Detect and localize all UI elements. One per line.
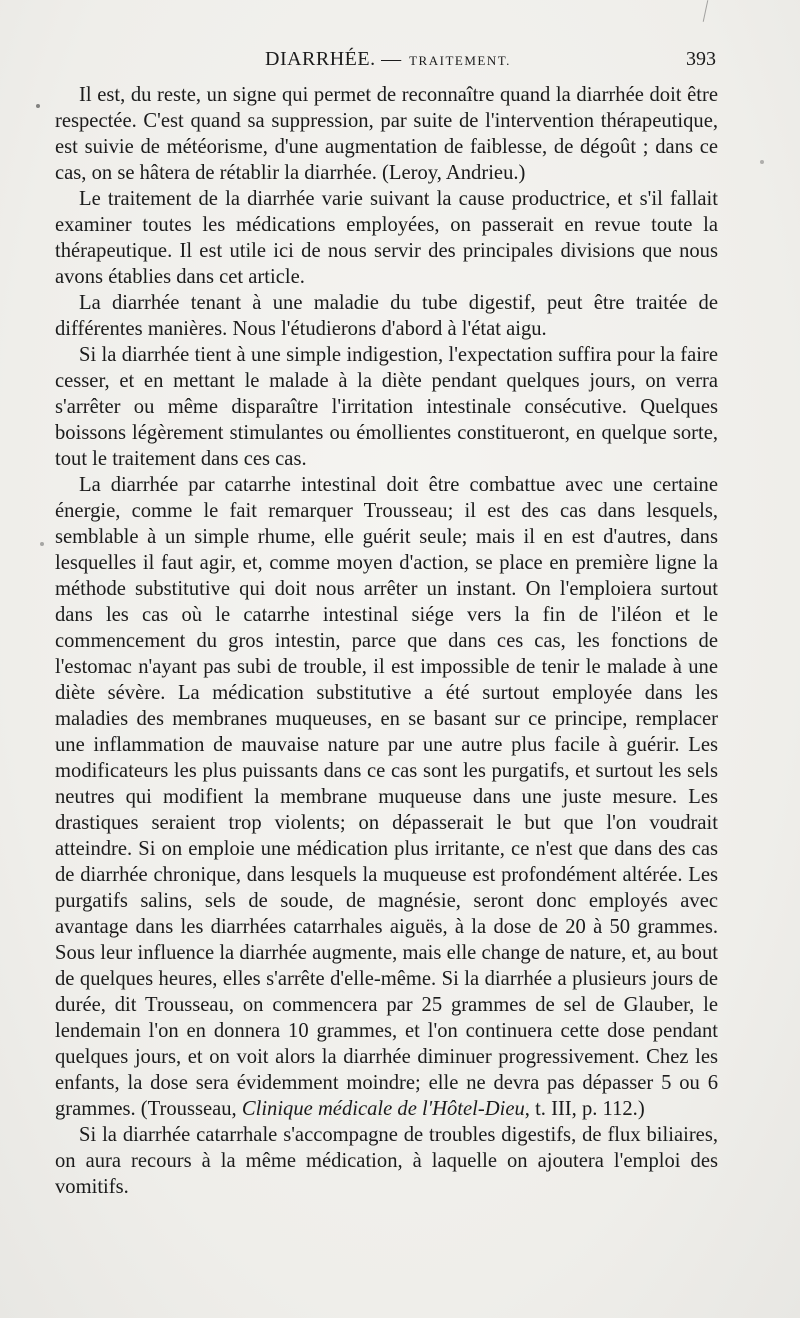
paragraph: Il est, du reste, un signe qui permet de reconnaître quand la diarrhée doit être respectée. C'est quand sa suppression, par suite de l'intervention thérapeutique, est suivie de météorisme, d'une augmentation de faiblesse, de dégoût ; dans ce cas, on se hâtera de rétablir la diarrhée. (Leroy, Andrieu.) (55, 84, 718, 184)
header-section: TRAITEMENT. (409, 53, 511, 68)
scan-mark (703, 0, 709, 22)
paragraph: La diarrhée tenant à une maladie du tube digestif, peut être traitée de différentes manières. Nous l'étudierons d'abord à l'état aigu. (55, 292, 718, 340)
page-number: 393 (686, 48, 716, 70)
ink-speck (36, 104, 40, 108)
running-header (84, 48, 718, 74)
running-head (265, 48, 511, 71)
paragraph-text: La diarrhée par catarrhe intestinal doit être combattue avec une certaine énergie, comme le fait remarquer Trousseau; il est des cas dans lesquels, semblable à un simple rhume, elle guérit seule; mais il en est d'autres, dans lesquelles il faut agir, et, comme moyen d'action, se place en première ligne la méthode substitutive qui doit nous arrêter un instant. On l'emploiera surtout dans les cas où le catarrhe intestinal siége vers la fin de l'iléon et le commencement du gros intestin, parce que dans ces cas, les fonctions de l'estomac n'ayant pas subi de trouble, il est impossible de tenir le malade à une diète sévère. La médication substitutive a été surtout employée dans les maladies des membranes muqueuses, en se basant sur ce principe, remplacer une inflammation de mauvaise nature par une autre plus facile à guérir. Les modificateurs les plus puissants dans ce cas sont les purgatifs, et surtout les sels neutres qui modifient la membrane muqueuse dans une juste mesure. Les drastiques seraient trop violents; on dépasserait le but que l'on voudrait atteindre. Si on emploie une médication plus irritante, ce n'est que dans des cas de diarrhée chronique, dans lesquels la muqueuse est profondément altérée. Les purgatifs salins, sels de soude, de magnésie, seront donc employés avec avantage dans les diarrhées catarrhales aiguës, à la dose de 20 à 50 grammes. Sous leur influence la diarrhée augmente, mais elle change de nature, et, au bout de quelques heures, elles s'arrête d'elle-même. Si la diarrhée a plusieurs jours de durée, dit Trousseau, on commencera par 25 grammes de sel de Glauber, le lendemain l'on en donnera 10 grammes, et l'on continuera cette dose pendant quelques jours, et on voit alors la diarrhée diminuer progressivement. Chez les enfants, la dose sera évidemment moindre; elle ne devra pas dépasser 5 ou 6 grammes. (Trousseau, (55, 474, 718, 1120)
paragraph: Si la diarrhée catarrhale s'accompagne de troubles digestifs, de flux biliaires, on aura recours à la même médication, à laquelle on ajoutera l'emploi des vomitifs. (55, 1124, 718, 1198)
header-title: DIARRHÉE. (265, 48, 376, 70)
citation-title: Clinique médicale de l'Hôtel-Dieu (241, 1098, 525, 1120)
paragraph: Si la diarrhée tient à une simple indigestion, l'expectation suffira pour la faire cesser, et en mettant le malade à la diète pendant quelques jours, on verra s'arrêter ou même disparaître l'irritation intestinale consécutive. Quelques boissons légèrement stimulantes ou émollientes constitueront, en quelque sorte, tout le traitement dans ces cas. (55, 344, 718, 470)
text-body (55, 82, 718, 1200)
paragraph (55, 472, 718, 1122)
paragraph: Le traitement de la diarrhée varie suivant la cause productrice, et s'il fallait examiner toutes les médications employées, on passerait en revue toute la thérapeutique. Il est utile ici de nous servir des principales divisions que nous avons établies dans cet article. (55, 188, 718, 288)
citation-tail: , t. III, p. 112.) (524, 1098, 645, 1120)
header-dash: — (381, 48, 402, 70)
ink-speck (40, 542, 44, 546)
ink-speck (760, 160, 764, 164)
